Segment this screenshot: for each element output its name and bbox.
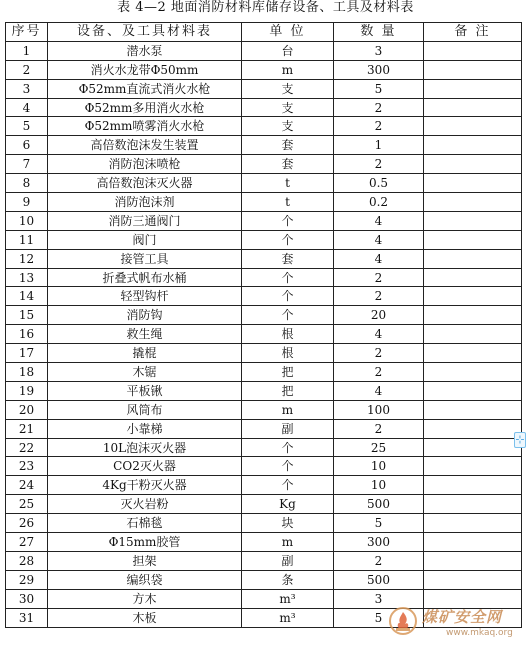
table-row [6, 287, 522, 306]
cell-qty: 1 [334, 136, 424, 155]
cell-note [424, 344, 522, 363]
cell-note [424, 79, 522, 98]
site-watermark [388, 604, 528, 646]
cell-name: 消防钩 [48, 306, 242, 325]
cell-note [424, 117, 522, 136]
cell-unit: 套 [242, 155, 334, 174]
cell-no: 1 [6, 41, 48, 60]
cell-note [424, 155, 522, 174]
cell-note [424, 570, 522, 589]
table-row [6, 306, 522, 325]
cell-unit: 个 [242, 457, 334, 476]
cell-name: 10L泡沫灭火器 [48, 438, 242, 457]
cell-qty: 2 [334, 363, 424, 382]
cell-no: 21 [6, 419, 48, 438]
cell-qty: 4 [334, 211, 424, 230]
cell-qty: 3 [334, 589, 424, 608]
cell-qty: 500 [334, 495, 424, 514]
cell-note [424, 551, 522, 570]
cell-qty: 2 [334, 419, 424, 438]
table-row [6, 476, 522, 495]
cell-unit: 个 [242, 287, 334, 306]
cell-note [424, 249, 522, 268]
cell-name: 高倍数泡沫发生装置 [48, 136, 242, 155]
cell-no: 13 [6, 268, 48, 287]
cell-qty: 10 [334, 457, 424, 476]
cell-no: 29 [6, 570, 48, 589]
cell-no: 6 [6, 136, 48, 155]
cell-unit: 个 [242, 438, 334, 457]
cell-no: 20 [6, 400, 48, 419]
header-note: 备 注 [424, 23, 522, 42]
cell-unit: 把 [242, 363, 334, 382]
cell-unit: m³ [242, 608, 334, 627]
cell-note [424, 457, 522, 476]
table-row [6, 174, 522, 193]
cell-note [424, 230, 522, 249]
cell-unit: 套 [242, 249, 334, 268]
table-row [6, 268, 522, 287]
cell-qty: 2 [334, 155, 424, 174]
header-no: 序号 [6, 23, 48, 42]
cell-no: 9 [6, 193, 48, 212]
cell-qty: 20 [334, 306, 424, 325]
cell-no: 12 [6, 249, 48, 268]
cell-qty: 5 [334, 514, 424, 533]
cell-no: 28 [6, 551, 48, 570]
cell-unit: 套 [242, 136, 334, 155]
cell-no: 10 [6, 211, 48, 230]
cell-no: 14 [6, 287, 48, 306]
header-unit: 单 位 [242, 23, 334, 42]
table-row [6, 438, 522, 457]
cell-qty: 4 [334, 230, 424, 249]
cell-note [424, 533, 522, 552]
table-header-row [6, 23, 522, 42]
cell-no: 26 [6, 514, 48, 533]
cell-name: CO2灭火器 [48, 457, 242, 476]
cell-name: 4Kg干粉灭火器 [48, 476, 242, 495]
cell-qty: 0.5 [334, 174, 424, 193]
cell-note [424, 287, 522, 306]
cell-qty: 300 [334, 533, 424, 552]
cell-qty: 500 [334, 570, 424, 589]
cell-qty: 3 [334, 41, 424, 60]
cell-note [424, 193, 522, 212]
cell-name: 救生绳 [48, 325, 242, 344]
table-row [6, 249, 522, 268]
cell-name: 轻型钩杆 [48, 287, 242, 306]
watermark-url: www.mkaq.org [446, 628, 513, 638]
cell-name: Φ52mm喷雾消火水枪 [48, 117, 242, 136]
cell-no: 15 [6, 306, 48, 325]
cell-note [424, 268, 522, 287]
cell-qty: 2 [334, 268, 424, 287]
cell-no: 2 [6, 60, 48, 79]
cell-no: 19 [6, 381, 48, 400]
table-row [6, 381, 522, 400]
table-row [6, 551, 522, 570]
cell-name: 小靠梯 [48, 419, 242, 438]
cell-note [424, 514, 522, 533]
cell-no: 24 [6, 476, 48, 495]
cell-unit: 根 [242, 325, 334, 344]
cell-qty: 4 [334, 381, 424, 400]
cell-unit: t [242, 193, 334, 212]
cell-unit: 个 [242, 306, 334, 325]
equipment-table [5, 22, 522, 628]
cell-qty: 4 [334, 325, 424, 344]
cell-unit: 个 [242, 211, 334, 230]
table-row [6, 193, 522, 212]
cell-unit: 块 [242, 514, 334, 533]
cell-qty: 100 [334, 400, 424, 419]
cell-qty: 5 [334, 79, 424, 98]
table-row [6, 230, 522, 249]
cell-note [424, 136, 522, 155]
cell-name: 消防泡沫剂 [48, 193, 242, 212]
cell-name: Φ52mm多用消火水枪 [48, 98, 242, 117]
cell-name: 平板锹 [48, 381, 242, 400]
cell-no: 25 [6, 495, 48, 514]
cell-name: Φ15mm胶管 [48, 533, 242, 552]
cell-unit: 支 [242, 117, 334, 136]
cell-no: 7 [6, 155, 48, 174]
expand-tab-icon[interactable]: ⊹ [515, 433, 525, 446]
cell-name: Φ52mm直流式消火水枪 [48, 79, 242, 98]
table-row [6, 570, 522, 589]
cell-name: 潜水泵 [48, 41, 242, 60]
cell-no: 4 [6, 98, 48, 117]
cell-note [424, 381, 522, 400]
cell-unit: m [242, 533, 334, 552]
header-qty: 数 量 [334, 23, 424, 42]
cell-note [424, 211, 522, 230]
table-body [6, 41, 522, 627]
table-row [6, 495, 522, 514]
cell-unit: 根 [242, 344, 334, 363]
cell-unit: 支 [242, 79, 334, 98]
cell-no: 8 [6, 174, 48, 193]
cell-name: 风筒布 [48, 400, 242, 419]
header-name: 设备、及工具材料表 [48, 23, 242, 42]
cell-qty: 2 [334, 98, 424, 117]
cell-note [424, 325, 522, 344]
cell-qty: 4 [334, 249, 424, 268]
cell-no: 16 [6, 325, 48, 344]
cell-name: 木板 [48, 608, 242, 627]
cell-note [424, 60, 522, 79]
table-row [6, 533, 522, 552]
cell-unit: 把 [242, 381, 334, 400]
cell-unit: t [242, 174, 334, 193]
cell-name: 消防泡沫喷枪 [48, 155, 242, 174]
cell-unit: 个 [242, 268, 334, 287]
table-row [6, 117, 522, 136]
cell-no: 5 [6, 117, 48, 136]
cell-qty: 10 [334, 476, 424, 495]
cell-qty: 25 [334, 438, 424, 457]
cell-unit: 条 [242, 570, 334, 589]
cell-qty: 2 [334, 117, 424, 136]
watermark-logo-icon [388, 606, 418, 636]
cell-qty: 300 [334, 60, 424, 79]
cell-qty: 5 [334, 608, 424, 627]
table-row [6, 363, 522, 382]
cell-no: 11 [6, 230, 48, 249]
cell-name: 石棉毯 [48, 514, 242, 533]
cell-name: 撬棍 [48, 344, 242, 363]
table-row [6, 344, 522, 363]
cell-qty: 0.2 [334, 193, 424, 212]
cell-qty: 2 [334, 551, 424, 570]
table-row [6, 79, 522, 98]
cell-note [424, 306, 522, 325]
cell-qty: 2 [334, 287, 424, 306]
cell-no: 31 [6, 608, 48, 627]
cell-name: 方木 [48, 589, 242, 608]
cell-note [424, 476, 522, 495]
table-row [6, 60, 522, 79]
cell-note [424, 438, 522, 457]
table-row [6, 400, 522, 419]
cell-no: 18 [6, 363, 48, 382]
cell-note [424, 495, 522, 514]
cell-no: 27 [6, 533, 48, 552]
cell-name: 灭火岩粉 [48, 495, 242, 514]
cell-name: 高倍数泡沫灭火器 [48, 174, 242, 193]
cell-no: 22 [6, 438, 48, 457]
cell-note [424, 363, 522, 382]
page-title: 表 4—2 地面消防材料库储存设备、工具及材料表 [117, 0, 414, 15]
cell-unit: 台 [242, 41, 334, 60]
cell-name: 折叠式帆布水桶 [48, 268, 242, 287]
watermark-site-name: 煤矿安全网 [422, 608, 503, 626]
cell-name: 接管工具 [48, 249, 242, 268]
cell-unit: 个 [242, 476, 334, 495]
cell-qty: 2 [334, 344, 424, 363]
cell-unit: 支 [242, 98, 334, 117]
cell-no: 30 [6, 589, 48, 608]
cell-name: 消火水龙带Φ50mm [48, 60, 242, 79]
cell-unit: 个 [242, 230, 334, 249]
table-row [6, 457, 522, 476]
cell-name: 编织袋 [48, 570, 242, 589]
cell-name: 担架 [48, 551, 242, 570]
cell-unit: m [242, 400, 334, 419]
cell-note [424, 98, 522, 117]
cell-unit: m³ [242, 589, 334, 608]
cell-unit: Kg [242, 495, 334, 514]
cell-name: 消防三通阀门 [48, 211, 242, 230]
cell-note [424, 419, 522, 438]
table-row [6, 136, 522, 155]
cell-unit: 副 [242, 419, 334, 438]
cell-no: 3 [6, 79, 48, 98]
cell-note [424, 400, 522, 419]
table-row [6, 211, 522, 230]
cell-unit: m [242, 60, 334, 79]
cell-name: 阀门 [48, 230, 242, 249]
cell-unit: 副 [242, 551, 334, 570]
table-row [6, 155, 522, 174]
cell-note [424, 174, 522, 193]
table-row [6, 41, 522, 60]
cell-no: 17 [6, 344, 48, 363]
cell-no: 23 [6, 457, 48, 476]
cell-note [424, 41, 522, 60]
table-row [6, 419, 522, 438]
table-row [6, 514, 522, 533]
table-row [6, 325, 522, 344]
table-row [6, 98, 522, 117]
cell-name: 木锯 [48, 363, 242, 382]
